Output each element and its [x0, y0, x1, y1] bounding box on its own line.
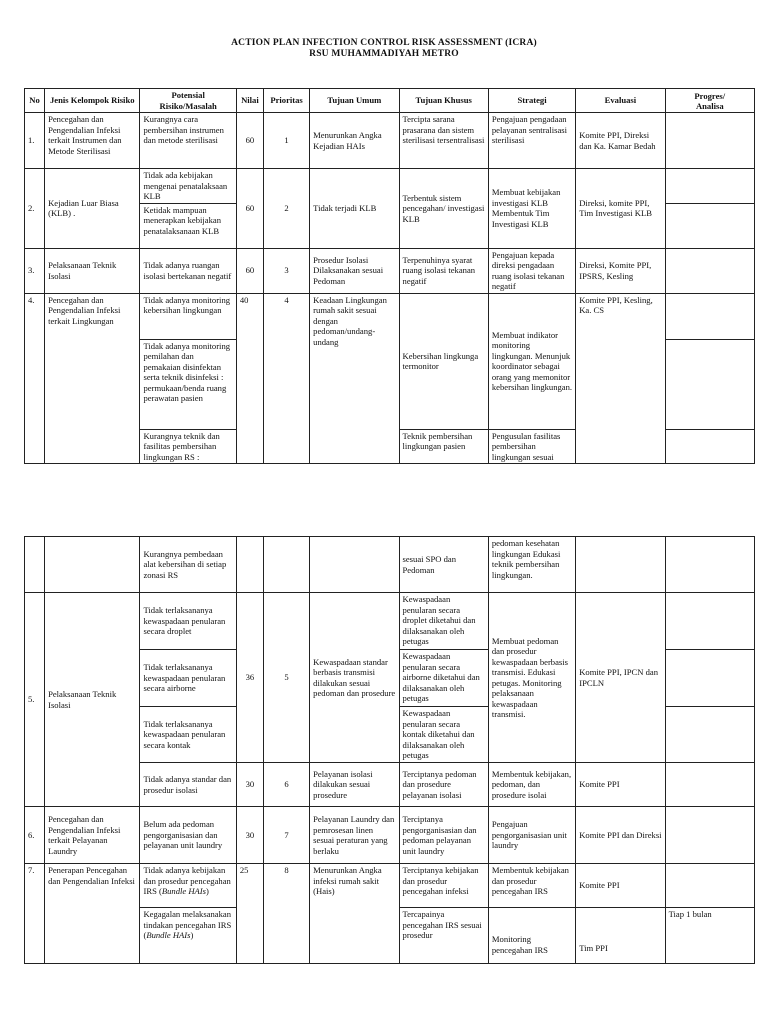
- strategi-cell: Membentuk kebijakan, pedoman, dan prosedure isolai: [488, 763, 575, 807]
- evaluasi-cell: Direksi, Komite PPI, IPSRS, Kesling: [576, 248, 665, 293]
- header-evaluasi: Evaluasi: [576, 89, 665, 113]
- evaluasi-cell: Direksi, komite PPI, Tim Investigasi KLB: [576, 169, 665, 249]
- potensial-text-end: ): [206, 886, 209, 896]
- potensial-text: Tidak adanya kebijakan dan prosedur pencegahan IRS (: [143, 865, 231, 896]
- progres-cell: [665, 169, 754, 204]
- prioritas-cell: 4: [263, 293, 309, 464]
- strategi-cell: Membuat indikator monitoring lingkungan. Menunjuk koordinator sebagai orang yang memonitor kebersihan lingkungan.: [488, 293, 575, 429]
- tujuan-khusus-cell: Terbentuk sistem pencegahan/ investigasi KLB: [399, 169, 488, 249]
- table-row: [25, 593, 755, 650]
- row-number: 7.: [25, 864, 45, 964]
- tujuan-khusus-cell: Terciptanya pengorganisasian dan pedoman pelayanan unit laundry: [399, 807, 488, 864]
- tujuan-khusus-cell: Terciptanya pedoman dan prosedure pelayanan isolasi: [399, 763, 488, 807]
- jenis-cell: Pelaksanaan Teknik Isolasi: [45, 593, 140, 807]
- nilai-cell: 25: [236, 864, 263, 964]
- potensial-cell: Kurangnya teknik dan fasilitas pembersihan lingkungan RS :: [140, 429, 236, 464]
- jenis-cell: Pencegahan dan Pengendalian Infeksi terkait Pelayanan Laundry: [45, 807, 140, 864]
- row-number: [25, 537, 45, 593]
- progres-cell: [665, 248, 754, 293]
- tujuan-khusus-cell: Kebersihan lingkunga termonitor: [399, 293, 488, 429]
- tujuan-umum-cell: Menurunkan Angka Kejadian HAIs: [310, 113, 399, 169]
- strategi-cell: Membuat pedoman dan prosedur kewaspadaan berbasis transmisi. Edukasi petugas. Monitoring pelaksanaan kewaspadaan transmisi.: [488, 593, 575, 763]
- row-number: 6.: [25, 807, 45, 864]
- icra-table-page1: [24, 88, 755, 464]
- header-jenis: Jenis Kelompok Risiko: [45, 89, 140, 113]
- header-potensial: Potensial Risiko/Masalah: [140, 89, 236, 113]
- header-tujuan-khusus: Tujuan Khusus: [399, 89, 488, 113]
- table-row: [25, 113, 755, 169]
- evaluasi-cell: Tim PPI: [576, 908, 665, 964]
- jenis-cell: Pencegahan dan Pengendalian Infeksi terkait Lingkungan: [45, 293, 140, 464]
- tujuan-khusus-cell: Terciptanya kebijakan dan prosedur pencegahan infeksi: [399, 864, 488, 908]
- row-number: 4.: [25, 293, 45, 464]
- row-number: 2.: [25, 169, 45, 249]
- table-row: [25, 169, 755, 204]
- progres-cell: [665, 203, 754, 248]
- potensial-italic: Bundle HAIs: [146, 930, 191, 940]
- row-number: 5.: [25, 593, 45, 807]
- row-number: 1.: [25, 113, 45, 169]
- document-subtitle: RSU MUHAMMADIYAH METRO: [309, 49, 459, 59]
- nilai-cell: 30: [236, 807, 263, 864]
- potensial-italic: Bundle HAIs: [161, 886, 207, 896]
- header-progres: Progres/ Analisa: [665, 89, 754, 113]
- tujuan-khusus-cell: Kewaspadaan penularan secara droplet diketahui dan dilaksanakan oleh petugas: [399, 593, 488, 650]
- nilai-cell: 60: [236, 169, 263, 249]
- strategi-cell: Monitoring pencegahan IRS: [488, 908, 575, 964]
- tujuan-khusus-cell: sesuai SPO dan Pedoman: [399, 537, 488, 593]
- strategi-cell: Membentuk kebijakan dan prosedur pencegahan IRS: [488, 864, 575, 908]
- strategi-cell: Pengajuan pengadaan pelayanan sentralisasi sterilisasi: [488, 113, 575, 169]
- header-prioritas: Prioritas: [263, 89, 309, 113]
- prioritas-cell: 2: [263, 169, 309, 249]
- potensial-cell: Ketidak mampuan menerapkan kebijakan penatalaksanaan KLB: [140, 203, 236, 248]
- progres-cell: [665, 763, 754, 807]
- header-no: No: [25, 89, 45, 113]
- table-row: [25, 248, 755, 293]
- tujuan-umum-cell: Keadaan Lingkungan rumah sakit sesuai dengan pedoman/undang-undang: [310, 293, 399, 464]
- progres-cell: [665, 864, 754, 908]
- potensial-cell: Tidak ada kebijakan mengenai penatalaksaan KLB: [140, 169, 236, 204]
- nilai-cell: [236, 537, 263, 593]
- strategi-cell: Pengusulan fasilitas pembersihan lingkungan sesuai: [488, 429, 575, 464]
- progres-cell: Tiap 1 bulan: [665, 908, 754, 964]
- tujuan-umum-cell: Menurunkan Angka infeksi rumah sakit (Hais): [310, 864, 399, 964]
- tujuan-khusus-cell: Kewaspadaan penularan secara kontak diketahui dan dilaksanakan oleh petugas: [399, 707, 488, 763]
- potensial-cell: Kurangnya pembedaan alat kebersihan di setiap zonasi RS: [140, 537, 236, 593]
- evaluasi-cell: Komite PPI, IPCN dan IPCLN: [576, 593, 665, 763]
- tujuan-khusus-cell: Terpenuhinya syarat ruang isolasi tekanan negatif: [399, 248, 488, 293]
- jenis-cell: Kejadian Luar Biasa (KLB) .: [45, 169, 140, 249]
- table-row: [25, 864, 755, 908]
- nilai-cell: 30: [236, 763, 263, 807]
- header-nilai: Nilai: [236, 89, 263, 113]
- header-tujuan-umum: Tujuan Umum: [310, 89, 399, 113]
- tujuan-umum-cell: [310, 537, 399, 593]
- document-title: ACTION PLAN INFECTION CONTROL RISK ASSESSMENT (ICRA): [231, 38, 537, 48]
- header-row: [25, 89, 755, 113]
- nilai-cell: 60: [236, 113, 263, 169]
- jenis-cell: [45, 537, 140, 593]
- prioritas-cell: 3: [263, 248, 309, 293]
- prioritas-cell: 7: [263, 807, 309, 864]
- tujuan-khusus-cell: Tercipta sarana prasarana dan sistem sterilisasi tersentralisasi: [399, 113, 488, 169]
- progres-cell: [665, 113, 754, 169]
- progres-cell: [665, 537, 754, 593]
- row-number: 3.: [25, 248, 45, 293]
- progres-cell: [665, 650, 754, 707]
- strategi-cell: Pengajuan kepada direksi pengadaan ruang isolasi tekanan negatif: [488, 248, 575, 293]
- jenis-cell: Pelaksanaan Teknik Isolasi: [45, 248, 140, 293]
- evaluasi-cell: Komite PPI: [576, 864, 665, 908]
- progres-cell: [665, 593, 754, 650]
- tujuan-umum-cell: Prosedur Isolasi Dilaksanakan sesuai Pedoman: [310, 248, 399, 293]
- progres-cell: [665, 807, 754, 864]
- evaluasi-cell: Komite PPI dan Direksi: [576, 807, 665, 864]
- tujuan-khusus-cell: Tercapainya pencegahan IRS sesuai prosedur: [399, 908, 488, 964]
- potensial-cell: Tidak adanya monitoring pemilahan dan pemakaian disinfektan serta teknik disinfeksi : permukaan/benda ruang perawatan pasien: [140, 339, 236, 429]
- header-strategi: Strategi: [488, 89, 575, 113]
- nilai-cell: 60: [236, 248, 263, 293]
- icra-table-page2: [24, 536, 755, 964]
- table-row: [25, 537, 755, 593]
- tujuan-umum-cell: Pelayanan isolasi dilakukan sesuai prosedure: [310, 763, 399, 807]
- tujuan-umum-cell: Kewaspadaan standar berbasis transmisi dilakukan sesuai pedoman dan prosedure: [310, 593, 399, 763]
- tujuan-umum-cell: Pelayanan Laundry dan pemrosesan linen sesuai peraturan yang berlaku: [310, 807, 399, 864]
- potensial-cell: Tidak adanya ruangan isolasi bertekanan negatif: [140, 248, 236, 293]
- potensial-cell: Tidak terlaksananya kewaspadaan penularan secara kontak: [140, 707, 236, 763]
- potensial-cell: [140, 908, 236, 964]
- prioritas-cell: 5: [263, 593, 309, 763]
- progres-cell: [665, 707, 754, 763]
- tujuan-khusus-cell: Kewaspadaan penularan secara airborne diketahui dan dilaksanakan oleh petugas: [399, 650, 488, 707]
- potensial-cell: Tidak terlaksananya kewaspadaan penularan secara airborne: [140, 650, 236, 707]
- prioritas-cell: 6: [263, 763, 309, 807]
- evaluasi-cell: Komite PPI: [576, 763, 665, 807]
- table-row: [25, 293, 755, 339]
- evaluasi-cell: [576, 537, 665, 593]
- tujuan-umum-cell: Tidak terjadi KLB: [310, 169, 399, 249]
- potensial-cell: Tidak terlaksananya kewaspadaan penularan secara droplet: [140, 593, 236, 650]
- strategi-cell: pedoman kesehatan lingkungan Edukasi teknik pembersihan lingkungan.: [488, 537, 575, 593]
- potensial-text-end: ): [190, 930, 194, 940]
- potensial-cell: Tidak adanya monitoring kebersihan lingkungan: [140, 293, 236, 339]
- jenis-cell: Pencegahan dan Pengendalian Infeksi terkait Instrumen dan Metode Sterilisasi: [45, 113, 140, 169]
- strategi-cell: Pengajuan pengorganisasian unit laundry: [488, 807, 575, 864]
- table-row: [25, 807, 755, 864]
- evaluasi-cell: Komite PPI, Direksi dan Ka. Kamar Bedah: [576, 113, 665, 169]
- prioritas-cell: [263, 537, 309, 593]
- potensial-cell: Tidak adanya standar dan prosedur isolasi: [140, 763, 236, 807]
- nilai-cell: 40: [236, 293, 263, 464]
- potensial-text: Kegagalan melaksanakan tindakan pencegahan IRS (: [143, 909, 232, 940]
- progres-cell: [665, 429, 754, 464]
- progres-cell: [665, 339, 754, 429]
- prioritas-cell: 1: [263, 113, 309, 169]
- evaluasi-cell: Komite PPI, Kesling, Ka. CS: [576, 293, 665, 464]
- tujuan-khusus-cell: Teknik pembersihan lingkungan pasien: [399, 429, 488, 464]
- potensial-cell: Kurangnya cara pembersihan instrumen dan metode sterilisasi: [140, 113, 236, 169]
- nilai-cell: 36: [236, 593, 263, 763]
- strategi-cell: Membuat kebijakan investigasi KLB Membentuk Tim Investigasi KLB: [488, 169, 575, 249]
- potensial-cell: [140, 864, 236, 908]
- potensial-cell: Belum ada pedoman pengorganisasian dan pelayanan unit laundry: [140, 807, 236, 864]
- jenis-cell: Penerapan Pencegahan dan Pengendalian Infeksi: [45, 864, 140, 964]
- prioritas-cell: 8: [263, 864, 309, 964]
- progres-cell: [665, 293, 754, 339]
